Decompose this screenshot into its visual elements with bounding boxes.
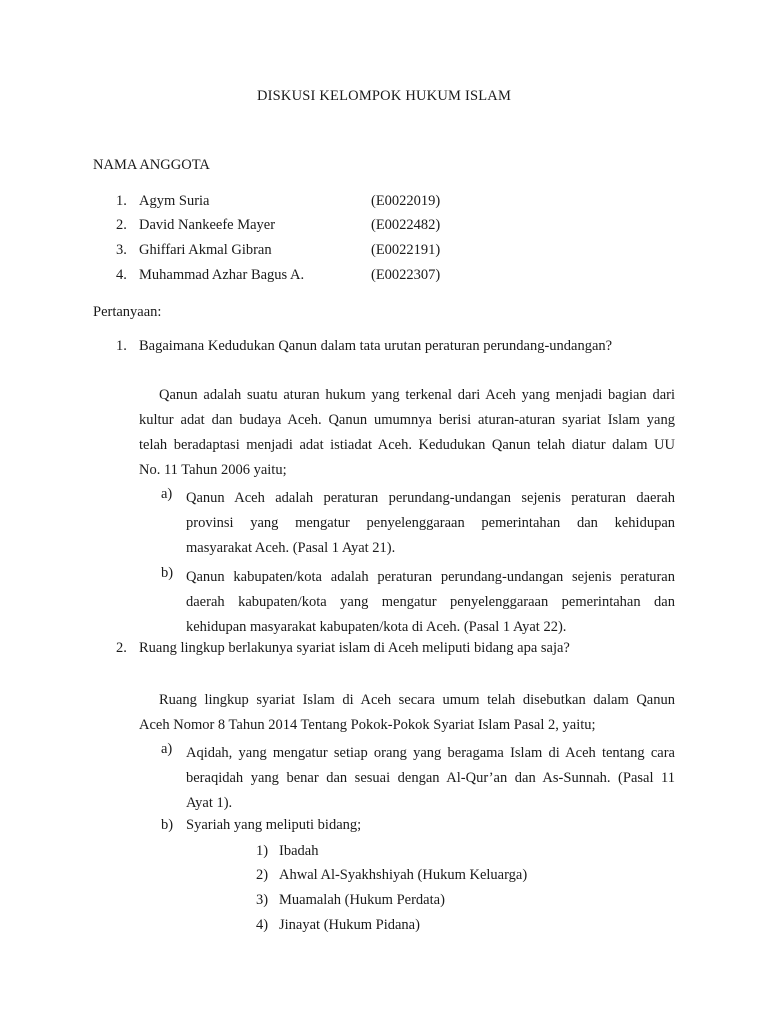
sub-item-number: 2): [256, 867, 269, 883]
sub-item-number: 1): [256, 843, 269, 859]
sub-item-number: 3): [256, 892, 269, 908]
sub-item-number: 4): [256, 917, 269, 933]
point-line: Ayat 1).: [186, 795, 233, 811]
member-number: 4.: [116, 267, 127, 283]
point-paragraph: [186, 565, 675, 640]
point-label: a): [161, 741, 173, 757]
member-nim: (E0022482): [371, 217, 441, 233]
sub-item-text: Ibadah: [279, 843, 319, 859]
point-line: beraqidah yang benar dan sesuai dengan Al-Qur’an dan As-Sunnah. (Pasal 11: [186, 770, 675, 786]
point-line: Qanun Aceh adalah peraturan perundang-undangan sejenis peraturan daerah: [186, 490, 675, 506]
questions-heading: Pertanyaan:: [93, 304, 162, 320]
member-number: 2.: [116, 217, 127, 233]
question-text: Bagaimana Kedudukan Qanun dalam tata urutan peraturan perundang-undangan?: [139, 338, 613, 354]
point-line: daerah kabupaten/kota yang mengatur penyelenggaraan pemerintahan dan: [186, 594, 675, 610]
point-label: b): [161, 817, 174, 833]
member-name: Agym Suria: [139, 193, 210, 209]
answer-paragraph: [139, 383, 675, 483]
point-line: Aqidah, yang mengatur setiap orang yang beragama Islam di Aceh tentang cara: [186, 745, 675, 761]
question-text: Ruang lingkup berlakunya syariat islam di Aceh meliputi bidang apa saja?: [139, 640, 570, 656]
member-name: Ghiffari Akmal Gibran: [139, 242, 272, 258]
answer-line: telah beradaptasi menjadi adat istiadat Aceh. Kedudukan Qanun telah diatur dalam UU: [139, 437, 675, 453]
point-paragraph: [186, 486, 675, 561]
point-label: a): [161, 486, 173, 502]
point-line: Qanun kabupaten/kota adalah peraturan perundang-undangan sejenis peraturan: [186, 569, 675, 585]
member-nim: (E0022307): [371, 267, 441, 283]
answer-paragraph: [139, 688, 675, 738]
question-number: 2.: [116, 640, 127, 656]
answer-line: No. 11 Tahun 2006 yaitu;: [139, 462, 287, 478]
sub-item-text: Jinayat (Hukum Pidana): [279, 917, 420, 933]
answer-line: kultur adat dan budaya Aceh. Qanun umumnya berisi aturan-aturan syariat Islam yang: [139, 412, 675, 428]
sub-item-text: Muamalah (Hukum Perdata): [279, 892, 445, 908]
member-number: 3.: [116, 242, 127, 258]
member-number: 1.: [116, 193, 127, 209]
point-line: masyarakat Aceh. (Pasal 1 Ayat 21).: [186, 540, 396, 556]
member-name: David Nankeefe Mayer: [139, 217, 276, 233]
point-paragraph: [186, 741, 675, 816]
member-nim: (E0022019): [371, 193, 441, 209]
member-name: Muhammad Azhar Bagus A.: [139, 267, 305, 283]
member-nim: (E0022191): [371, 242, 441, 258]
answer-line: Qanun adalah suatu aturan hukum yang terkenal dari Aceh yang menjadi bagian dari: [159, 387, 675, 403]
point-line: kehidupan masyarakat kabupaten/kota di Aceh. (Pasal 1 Ayat 22).: [186, 619, 567, 635]
answer-line: Ruang lingkup syariat Islam di Aceh secara umum telah disebutkan dalam Qanun: [159, 692, 675, 708]
point-label: b): [161, 565, 174, 581]
question-number: 1.: [116, 338, 127, 354]
document-title: DISKUSI KELOMPOK HUKUM ISLAM: [256, 88, 512, 104]
sub-item-text: Ahwal Al-Syakhshiyah (Hukum Keluarga): [279, 867, 528, 883]
members-heading: NAMA ANGGOTA: [93, 157, 210, 173]
point-text: Syariah yang meliputi bidang;: [186, 817, 362, 833]
point-line: provinsi yang mengatur penyelenggaraan pemerintahan dan kehidupan: [186, 515, 675, 531]
answer-line: Aceh Nomor 8 Tahun 2014 Tentang Pokok-Pokok Syariat Islam Pasal 2, yaitu;: [139, 717, 596, 733]
